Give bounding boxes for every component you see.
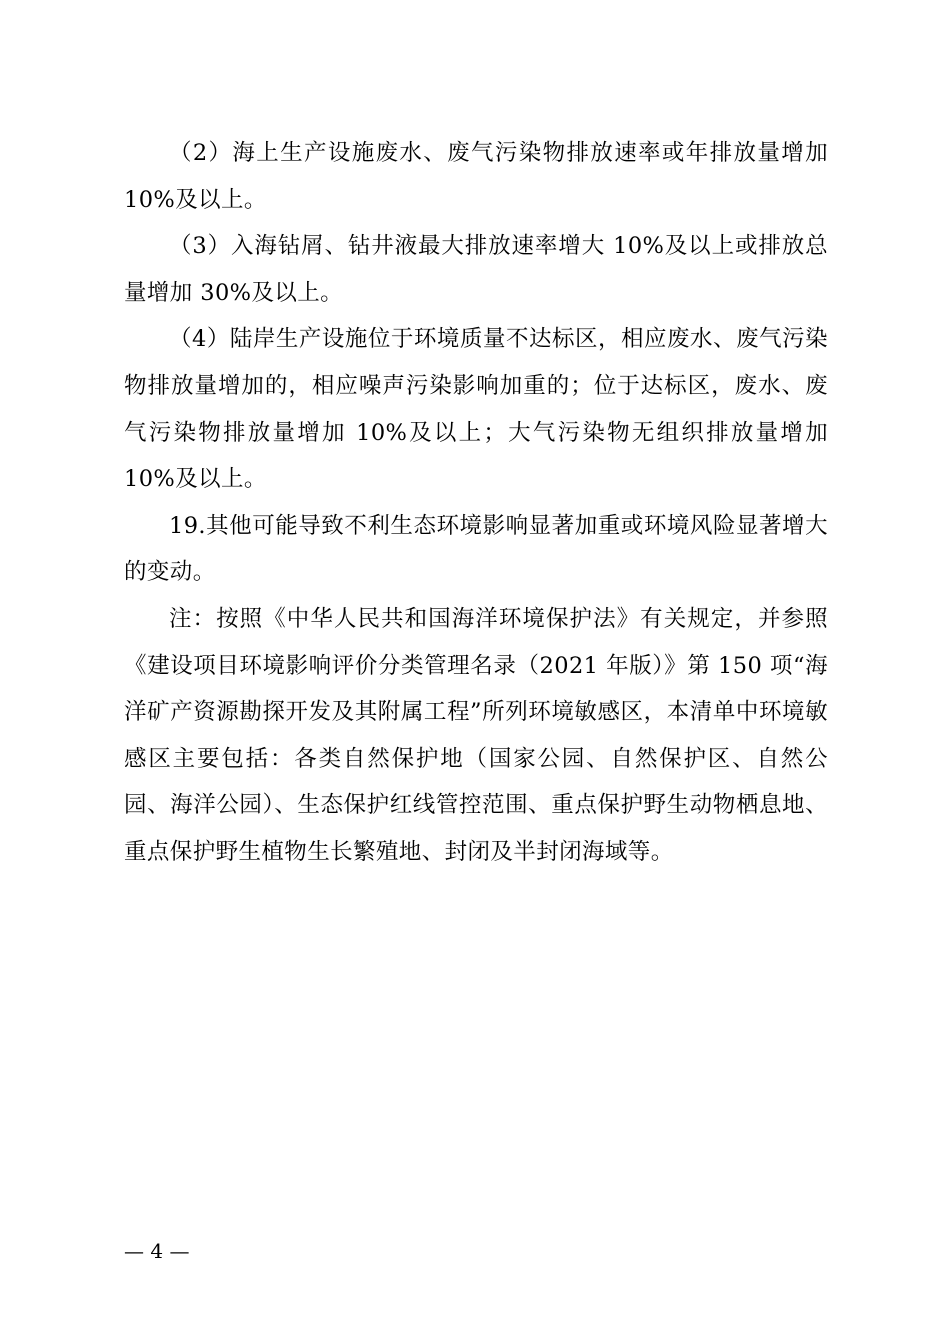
paragraph-item-19: 19.其他可能导致不利生态环境影响显著加重或环境风险显著增大的变动。 xyxy=(124,512,828,586)
paragraph-note: 注：按照《中华人民共和国海洋环境保护法》有关规定，并参照《建设项目环境影响评价分类管理名录（2021 年版）》第 150 项“海洋矿产资源勘探开发及其附属工程”所列环境敏感区，本清单中环境敏感区主要包括：各类自然保护地（国家公园、自然保护区、自然公园、海洋公园）、生态保护红线管控范围、重点保护野生动物栖息地、重点保护野生植物生长繁殖地、封闭及半封闭海域等。 xyxy=(124,605,828,865)
paragraph-item-4: （4）陆岸生产设施位于环境质量不达标区，相应废水、废气污染物排放量增加的，相应噪声污染影响加重的；位于达标区，废水、废气污染物排放量增加 10%及以上；大气污染物无组织排放量增加10%及以上。 xyxy=(124,326,828,493)
document-body xyxy=(124,130,828,876)
paragraph-item-3: （3）入海钻屑、钻井液最大排放速率增大 10%及以上或排放总量增加 30%及以上。 xyxy=(124,233,828,306)
page-number: — 4 — xyxy=(124,1239,190,1263)
paragraph-item-2: （2）海上生产设施废水、废气污染物排放速率或年排放量增加10%及以上。 xyxy=(124,140,828,213)
